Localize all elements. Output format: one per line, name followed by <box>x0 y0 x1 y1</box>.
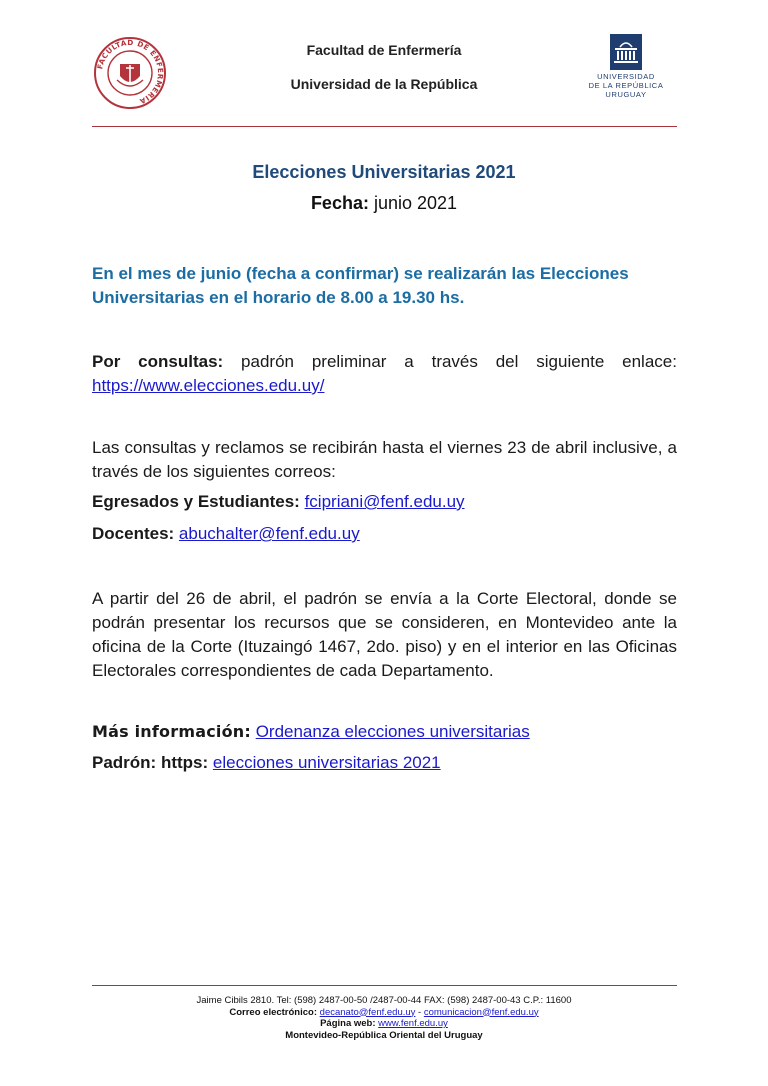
decanato-email-link[interactable]: decanato@fenf.edu.uy <box>319 1006 416 1018</box>
consultas-label: Por consultas: <box>92 352 224 371</box>
udelar-line-2: DE LA REPÚBLICA <box>588 81 664 90</box>
footer-email-label: Correo electrónico: <box>229 1006 318 1018</box>
egresados-label: Egresados y Estudiantes: <box>92 492 300 511</box>
docentes-email-link[interactable]: abuchalter@fenf.edu.uy <box>178 524 360 543</box>
egresados-email-link[interactable]: fcipriani@fenf.edu.uy <box>304 492 465 511</box>
footer-web-line <box>0 1018 768 1030</box>
udelar-logo <box>584 34 668 99</box>
footer-location <box>0 1030 768 1042</box>
header-divider <box>92 126 677 127</box>
corte-paragraph: A partir del 26 de abril, el padrón se envía a la Corte Electoral, donde se podrán presentar los recursos que se consideren, en Montevideo ante la oficina de la Corte (Ituzaingó 1467, 2do. piso) y en el interior en las Oficinas Electorales correspondientes de cada Departamento. <box>92 589 677 680</box>
consultas-paragraph <box>92 350 677 398</box>
footer-web-label: Página web: <box>320 1018 376 1029</box>
date-value: junio 2021 <box>373 193 458 213</box>
padron-link[interactable]: elecciones universitarias 2021 <box>212 753 441 772</box>
consultas-text: padrón preliminar a través del siguiente enlace: <box>241 352 677 371</box>
egresados-line <box>92 490 677 514</box>
website-link[interactable]: www.fenf.edu.uy <box>378 1018 448 1029</box>
svg-text:FACULTAD DE ENFERMERIA: FACULTAD DE ENFERMERIA <box>95 37 166 107</box>
reclamos-paragraph: Las consultas y reclamos se recibirán hasta el viernes 23 de abril inclusive, a través de los siguientes correos: <box>92 438 677 481</box>
faculty-name: Facultad de Enfermería <box>306 42 462 58</box>
comunicacion-email-link[interactable]: comunicacion@fenf.edu.uy <box>423 1006 539 1018</box>
docentes-line <box>92 522 677 546</box>
footer-email-line <box>0 1007 768 1019</box>
intro-paragraph: En el mes de junio (fecha a confirmar) se realizarán las Elecciones Universitarias en el horario de 8.00 a 19.30 hs. <box>92 264 629 307</box>
page-title: Elecciones Universitarias 2021 <box>252 162 516 182</box>
footer-location-text: Montevideo-República Oriental del Uruguay <box>285 1029 483 1041</box>
docentes-label: Docentes: <box>92 524 175 543</box>
mas-informacion-line <box>92 720 677 744</box>
footer-email-separator: - <box>415 1006 424 1018</box>
mas-informacion-label: Más información: <box>92 722 251 741</box>
date-line <box>0 193 768 214</box>
udelar-building-icon <box>610 34 642 70</box>
padron-line <box>92 751 677 775</box>
elecciones-link[interactable]: https://www.elecciones.edu.uy/ <box>92 376 325 395</box>
footer-address: Jaime Cibils 2810. Tel: (598) 2487-00-50 /2487-00-44 FAX: (598) 2487-00-43 C.P.: 11600 <box>196 995 572 1006</box>
padron-label: Padrón: https: <box>92 753 209 772</box>
udelar-line-3: URUGUAY <box>605 90 647 99</box>
ordenanza-link[interactable]: Ordenanza elecciones universitarias <box>255 722 530 741</box>
footer <box>0 995 768 1041</box>
university-name: Universidad de la República <box>290 76 478 92</box>
date-label: Fecha: <box>310 193 369 213</box>
udelar-line-1: UNIVERSIDAD <box>597 72 655 81</box>
footer-divider <box>92 985 677 986</box>
